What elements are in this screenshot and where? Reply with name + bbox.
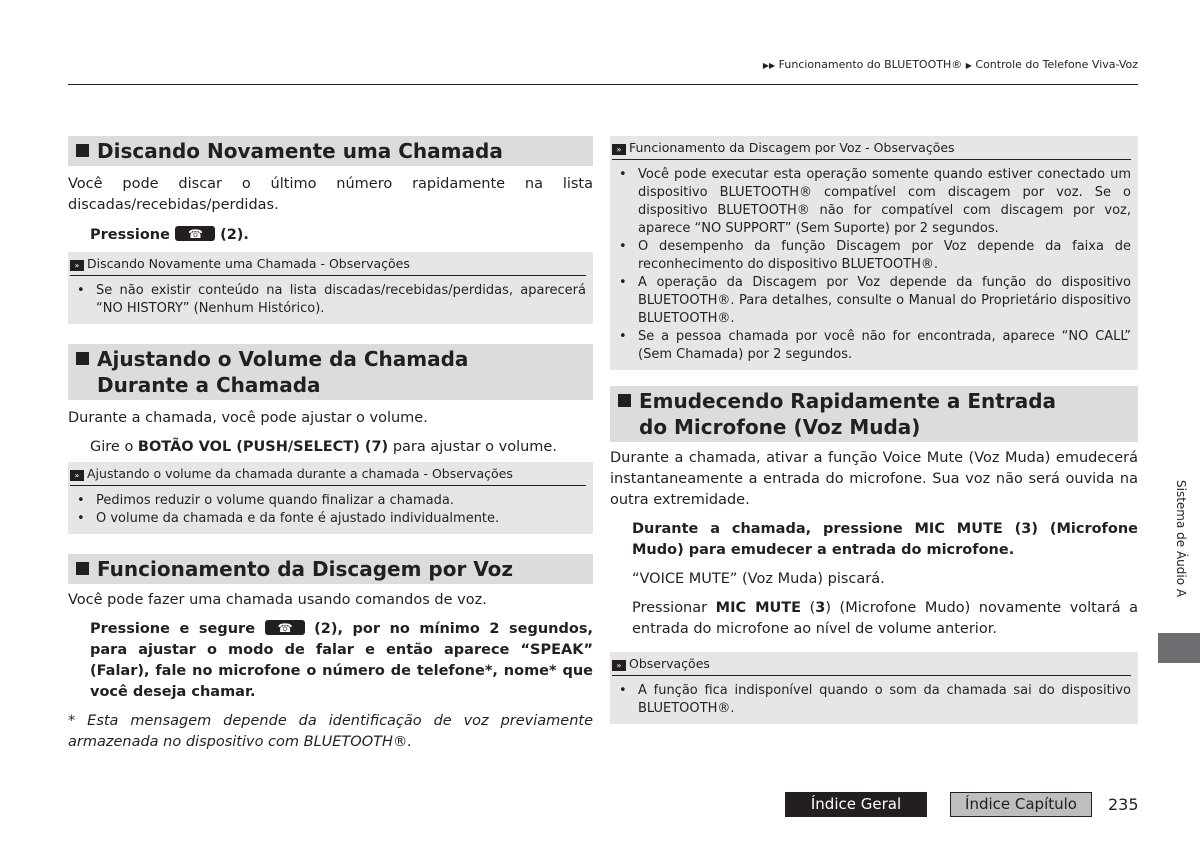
note-box <box>68 252 593 324</box>
square-bullet-icon <box>76 144 89 157</box>
note-box <box>610 652 1138 724</box>
square-bullet-icon <box>76 352 89 365</box>
section-heading-volume: Ajustando o Volume da Chamada Durante a Chamada <box>68 344 593 400</box>
general-index-button[interactable]: Índice Geral <box>785 792 927 817</box>
paragraph: Você pode discar o último número rapidamente na lista discadas/recebidas/perdidas. <box>68 176 593 213</box>
left-column <box>68 136 593 753</box>
paragraph: Durante a chamada, ativar a função Voice Mute (Voz Muda) emudecerá instantaneamente a entrada do microfone. Sua voz não será ouvida na outra extremidade. <box>610 450 1138 508</box>
instruction: Pressione e segure ☎ (2), por no mínimo 2 segundos, para ajustar o modo de falar e então aparece “SPEAK” (Falar), fale no microfone o número de telefone*, nome* que você deseja chamar. <box>68 619 593 703</box>
header-rule <box>68 84 1138 85</box>
list-item: • O volume da chamada e da fonte é ajustado individualmente. <box>70 510 586 528</box>
square-bullet-icon <box>76 562 89 575</box>
footnote: * Esta mensagem depende da identificação de voz previamente armazenada no dispositivo com BLUETOOTH®. <box>68 713 593 750</box>
section-heading-redial: Discando Novamente uma Chamada <box>68 136 593 166</box>
section-heading-voice-dial: Funcionamento da Discagem por Voz <box>68 554 593 584</box>
note-title: » Ajustando o volume da chamada durante a chamada - Observações <box>70 465 586 486</box>
paragraph: Você pode fazer uma chamada usando comandos de voz. <box>68 592 487 608</box>
right-column <box>610 136 1138 724</box>
paragraph: Durante a chamada, você pode ajustar o volume. <box>68 410 428 426</box>
note-box <box>610 136 1138 370</box>
instruction: Pressione ☎ (2). <box>68 225 593 246</box>
list-item: • O desempenho da função Discagem por Voz depende da faixa de reconhecimento do dispositivo BLUETOOTH®. <box>612 238 1131 274</box>
double-arrow-icon: ▶▶ <box>762 61 776 70</box>
note-title: » Discando Novamente uma Chamada - Observações <box>70 255 586 276</box>
chapter-tab[interactable] <box>1158 633 1200 663</box>
double-chevron-icon: » <box>612 660 626 671</box>
square-bullet-icon <box>618 394 631 407</box>
note-box <box>68 462 593 534</box>
note-title: » Observações <box>612 655 1131 676</box>
list-item: • Você pode executar esta operação somente quando estiver conectado um dispositivo BLUETOOTH® compatível com discagem por voz. Se o dispositivo BLUETOOTH® não for compatível com discagem por voz, aparece “NO SUPPORT” (Sem Suporte) por 2 segundos. <box>612 166 1131 238</box>
breadcrumb <box>763 58 1138 71</box>
double-chevron-icon: » <box>612 144 626 155</box>
note-title: » Funcionamento da Discagem por Voz - Observações <box>612 139 1131 160</box>
list-item: • Se não existir conteúdo na lista discadas/recebidas/perdidas, aparecerá “NO HISTORY” (Nenhum Histórico). <box>70 282 586 318</box>
page-number: 235 <box>1108 795 1139 814</box>
instruction: Pressionar MIC MUTE (3) (Microfone Mudo) novamente voltará a entrada do microfone ao nível de volume anterior. <box>632 600 1139 637</box>
instruction: Gire o BOTÃO VOL (PUSH/SELECT) (7) para ajustar o volume. <box>90 439 557 455</box>
arrow-icon: ▶ <box>965 61 972 70</box>
breadcrumb-item-2[interactable]: Controle do Telefone Viva-Voz <box>975 58 1138 71</box>
list-item: • Pedimos reduzir o volume quando finalizar a chamada. <box>70 492 586 510</box>
instruction: “VOICE MUTE” (Voz Muda) piscará. <box>632 571 885 587</box>
phone-button-icon <box>265 620 305 635</box>
list-item: • A operação da Discagem por Voz depende da função do dispositivo BLUETOOTH®. Para detalhes, consulte o Manual do Proprietário dispositivo BLUETOOTH®. <box>612 274 1131 328</box>
chapter-index-button[interactable]: Índice Capítulo <box>950 792 1092 817</box>
instruction: Durante a chamada, pressione MIC MUTE (3) (Microfone Mudo) para emudecer a entrada do microfone. <box>632 521 1138 558</box>
breadcrumb-item-1[interactable]: Funcionamento do BLUETOOTH® <box>778 58 963 71</box>
phone-button-icon <box>175 226 215 241</box>
chapter-label: Sistema de Áudio A <box>1174 480 1188 598</box>
double-chevron-icon: » <box>70 260 84 271</box>
double-chevron-icon: » <box>70 470 84 481</box>
list-item: • Se a pessoa chamada por você não for encontrada, aparece “NO CALL” (Sem Chamada) por 2 segundos. <box>612 328 1131 364</box>
section-heading-voice-mute: Emudecendo Rapidamente a Entrada do Microfone (Voz Muda) <box>610 386 1138 442</box>
list-item: • A função fica indisponível quando o som da chamada sai do dispositivo BLUETOOTH®. <box>612 682 1131 718</box>
